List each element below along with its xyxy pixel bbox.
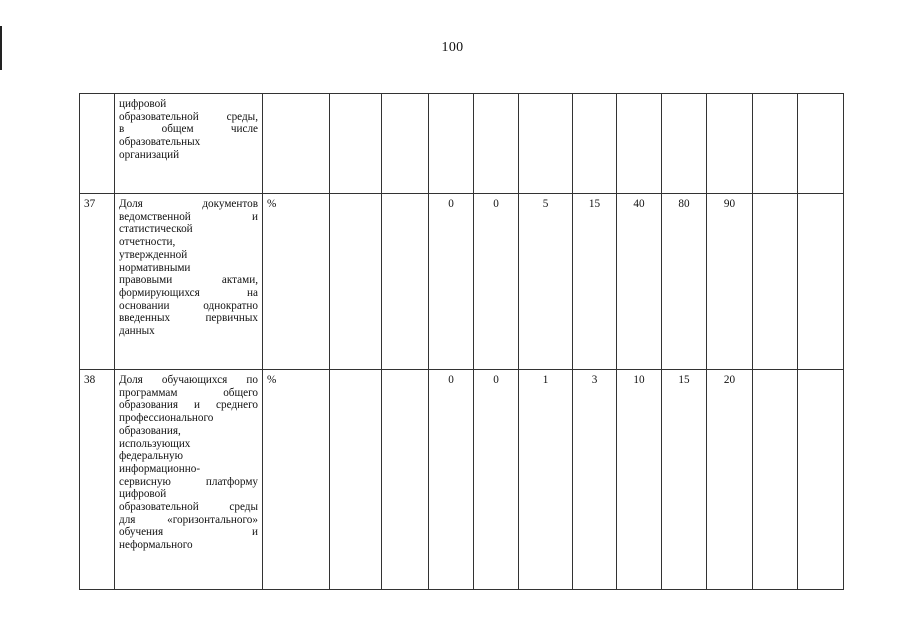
indicator-name-line: информационно- — [119, 462, 201, 475]
indicator-name-line: основании однократно — [119, 299, 258, 312]
indicator-name-line: образовательных — [119, 136, 201, 149]
value-cell: 80 — [662, 194, 707, 370]
value-cell — [753, 370, 798, 590]
value-cell — [429, 94, 474, 194]
table-row — [80, 94, 844, 194]
indicator-name-line: образования, — [119, 424, 181, 437]
value-cell — [330, 370, 382, 590]
value-cell — [798, 94, 844, 194]
value-cell: 0 — [474, 194, 519, 370]
indicator-name-line: ведомственной и — [119, 210, 258, 223]
indicator-name-line: использующих — [119, 437, 191, 450]
table-row — [80, 370, 844, 590]
indicator-name-line: формирующихся на — [119, 286, 258, 299]
indicator-name-line: нормативными — [119, 261, 191, 274]
value-cell — [798, 194, 844, 370]
table-row — [80, 194, 844, 370]
row-number-cell — [80, 94, 115, 194]
indicator-name-line: Доля обучающихся по — [119, 374, 258, 386]
indicator-name-line: профессионального — [119, 412, 214, 425]
indicator-name-line: неформального — [119, 539, 193, 552]
indicator-name-line: в общем числе — [119, 123, 258, 136]
indicator-name-cell — [115, 370, 263, 590]
indicator-name-line: утвержденной — [119, 248, 188, 261]
indicators-table — [79, 93, 843, 590]
row-number-cell: 37 — [80, 194, 115, 370]
indicator-name-line: программам общего — [119, 386, 258, 399]
value-cell: 0 — [429, 370, 474, 590]
value-cell: 90 — [707, 194, 753, 370]
indicator-name-line: образовательной среды — [119, 501, 258, 514]
indicator-name-line: цифровой — [119, 98, 167, 110]
value-cell — [573, 94, 617, 194]
indicator-name-line: федеральную — [119, 450, 184, 463]
value-cell: 0 — [474, 370, 519, 590]
value-cell — [707, 94, 753, 194]
value-cell: 3 — [573, 370, 617, 590]
page-number: 100 — [441, 40, 464, 55]
indicator-name-line: данных — [119, 325, 155, 338]
indicator-name-line: правовыми актами, — [119, 274, 258, 287]
indicator-name-line: организаций — [119, 148, 180, 161]
value-cell: 15 — [662, 370, 707, 590]
value-cell — [330, 94, 382, 194]
value-cell — [474, 94, 519, 194]
indicator-name-line: сервисную платформу — [119, 475, 258, 488]
value-cell — [382, 94, 429, 194]
value-cell: 5 — [519, 194, 573, 370]
indicator-name-line: цифровой — [119, 488, 167, 501]
value-cell — [662, 94, 707, 194]
value-cell — [617, 94, 662, 194]
unit-cell — [263, 94, 330, 194]
indicator-name-line: образовательной среды, — [119, 110, 258, 123]
indicator-name-line: образования и среднего — [119, 399, 258, 412]
value-cell — [753, 94, 798, 194]
value-cell: 20 — [707, 370, 753, 590]
indicator-name-line: отчетности, — [119, 236, 176, 249]
unit-cell: % — [263, 370, 330, 590]
value-cell: 15 — [573, 194, 617, 370]
indicator-name-line: обучения и — [119, 526, 258, 539]
value-cell — [382, 370, 429, 590]
indicator-name-line: введенных первичных — [119, 312, 258, 325]
value-cell — [519, 94, 573, 194]
value-cell: 40 — [617, 194, 662, 370]
indicator-name-cell — [115, 94, 263, 194]
value-cell: 0 — [429, 194, 474, 370]
indicator-name-cell — [115, 194, 263, 370]
unit-cell: % — [263, 194, 330, 370]
row-number-cell: 38 — [80, 370, 115, 590]
value-cell — [330, 194, 382, 370]
value-cell: 1 — [519, 370, 573, 590]
indicator-name-line: статистической — [119, 223, 193, 236]
indicator-name-line: для «горизонтального» — [119, 513, 258, 526]
value-cell — [798, 370, 844, 590]
value-cell — [753, 194, 798, 370]
indicator-name-line: Доля документов — [119, 198, 258, 210]
value-cell: 10 — [617, 370, 662, 590]
value-cell — [382, 194, 429, 370]
